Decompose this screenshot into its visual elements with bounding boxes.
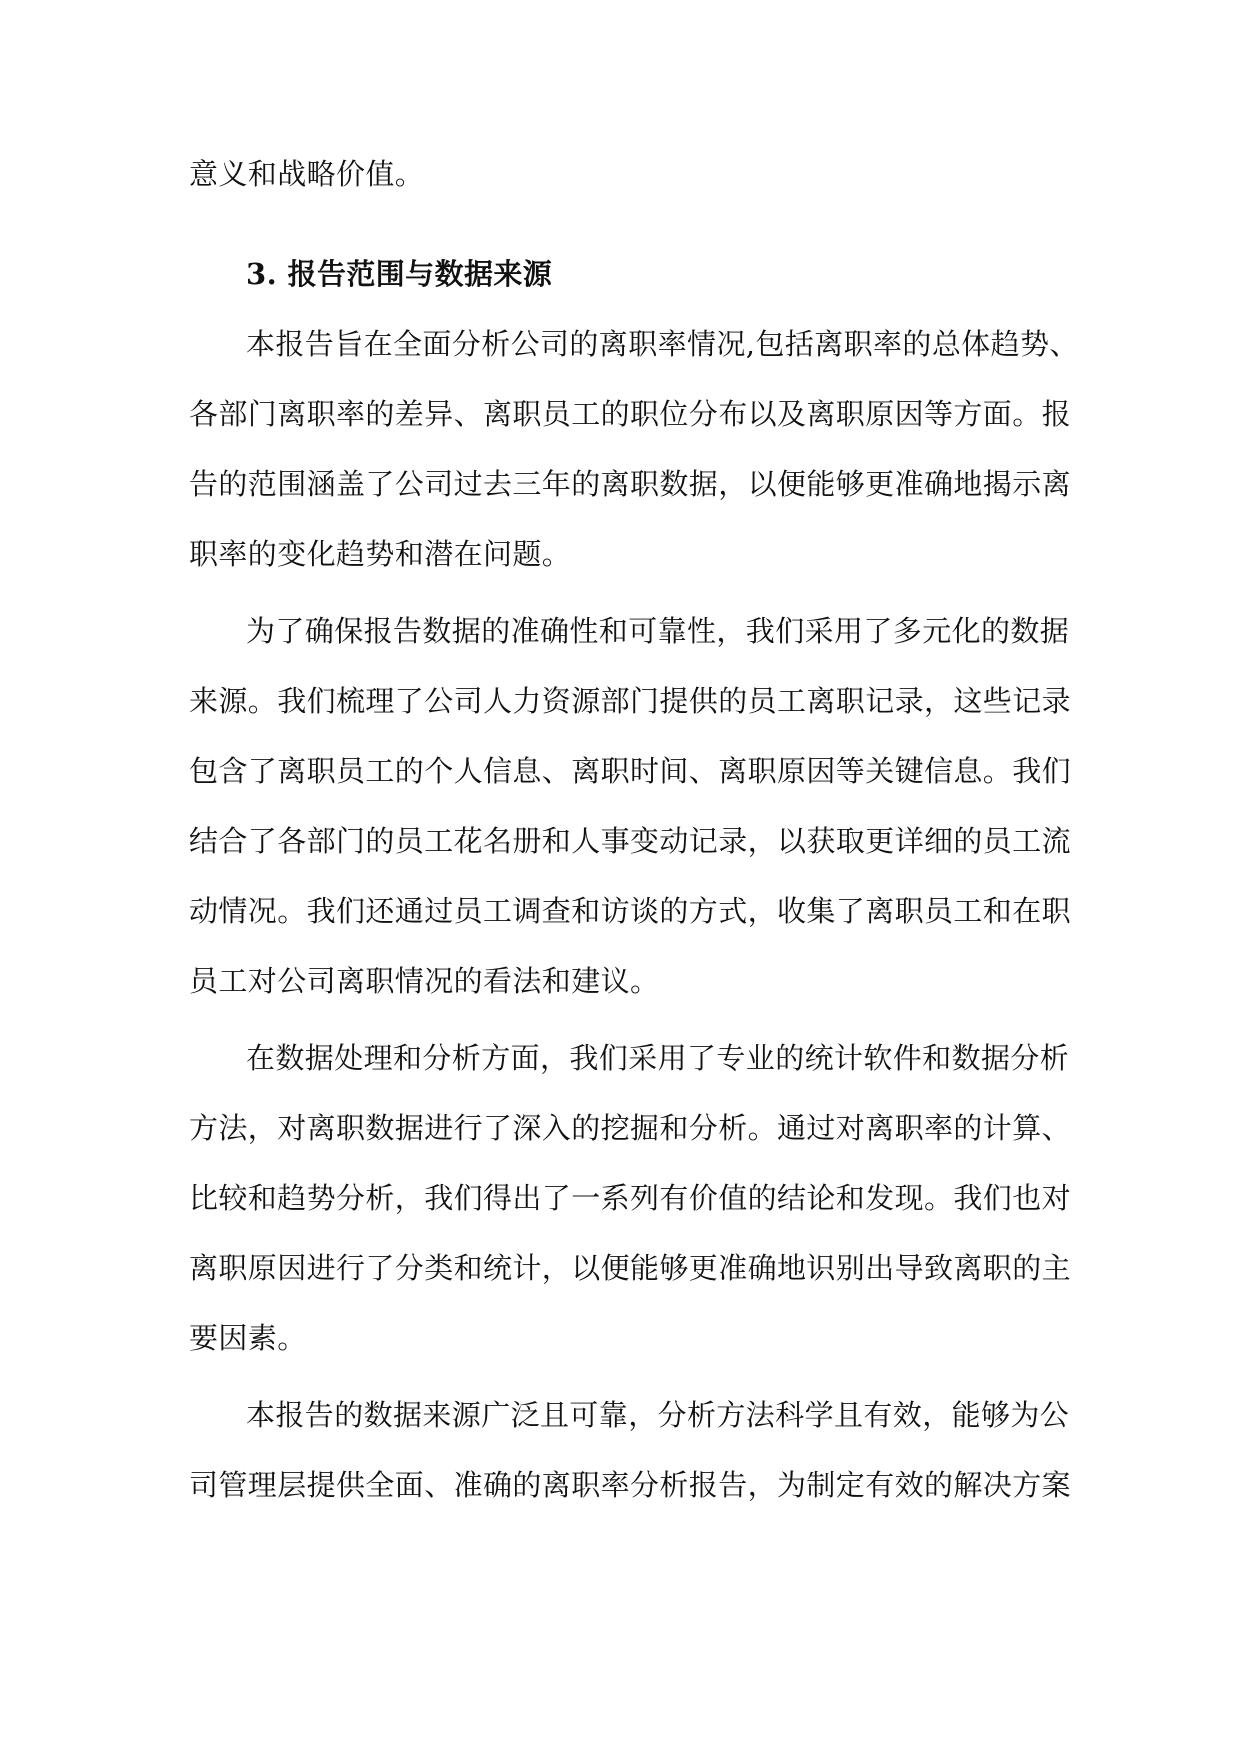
paragraph-line: 职率的变化趋势和潜在问题。 bbox=[189, 537, 572, 571]
section-heading: 3. 报告范围与数据来源 bbox=[246, 257, 553, 291]
paragraph-line: 告的范围涵盖了公司过去三年的离职数据，以便能够更准确地揭示离 bbox=[189, 467, 1072, 501]
paragraph-line: 包含了离职员工的个人信息、离职时间、离职原因等关键信息。我们 bbox=[189, 754, 1072, 788]
paragraph-line: 为了确保报告数据的准确性和可靠性，我们采用了多元化的数据 bbox=[246, 614, 1070, 648]
paragraph-line: 来源。我们梳理了公司人力资源部门提供的员工离职记录，这些记录 bbox=[189, 684, 1072, 718]
paragraph-line: 结合了各部门的员工花名册和人事变动记录，以获取更详细的员工流 bbox=[189, 824, 1072, 858]
paragraph-line: 比较和趋势分析，我们得出了一系列有价值的结论和发现。我们也对 bbox=[189, 1181, 1072, 1215]
paragraph-line: 要因素。 bbox=[189, 1321, 307, 1355]
paragraph-line: 各部门离职率的差异、离职员工的职位分布以及离职原因等方面。报 bbox=[189, 397, 1072, 431]
intro-tail-text: 意义和战略价值。 bbox=[189, 157, 425, 191]
paragraph-line: 司管理层提供全面、准确的离职率分析报告，为制定有效的解决方案 bbox=[189, 1468, 1072, 1502]
paragraph-line: 本报告旨在全面分析公司的离职率情况,包括离职率的总体趋势、 bbox=[246, 327, 1079, 361]
paragraph-line: 本报告的数据来源广泛且可靠，分析方法科学且有效，能够为公 bbox=[246, 1398, 1070, 1432]
paragraph-line: 员工对公司离职情况的看法和建议。 bbox=[189, 964, 660, 998]
paragraph-line: 离职原因进行了分类和统计，以便能够更准确地识别出导致离职的主 bbox=[189, 1251, 1072, 1285]
paragraph-line: 方法，对离职数据进行了深入的挖掘和分析。通过对离职率的计算、 bbox=[189, 1111, 1072, 1145]
paragraph-line: 在数据处理和分析方面，我们采用了专业的统计软件和数据分析 bbox=[246, 1041, 1070, 1075]
paragraph-line: 动情况。我们还通过员工调查和访谈的方式，收集了离职员工和在职 bbox=[189, 894, 1072, 928]
